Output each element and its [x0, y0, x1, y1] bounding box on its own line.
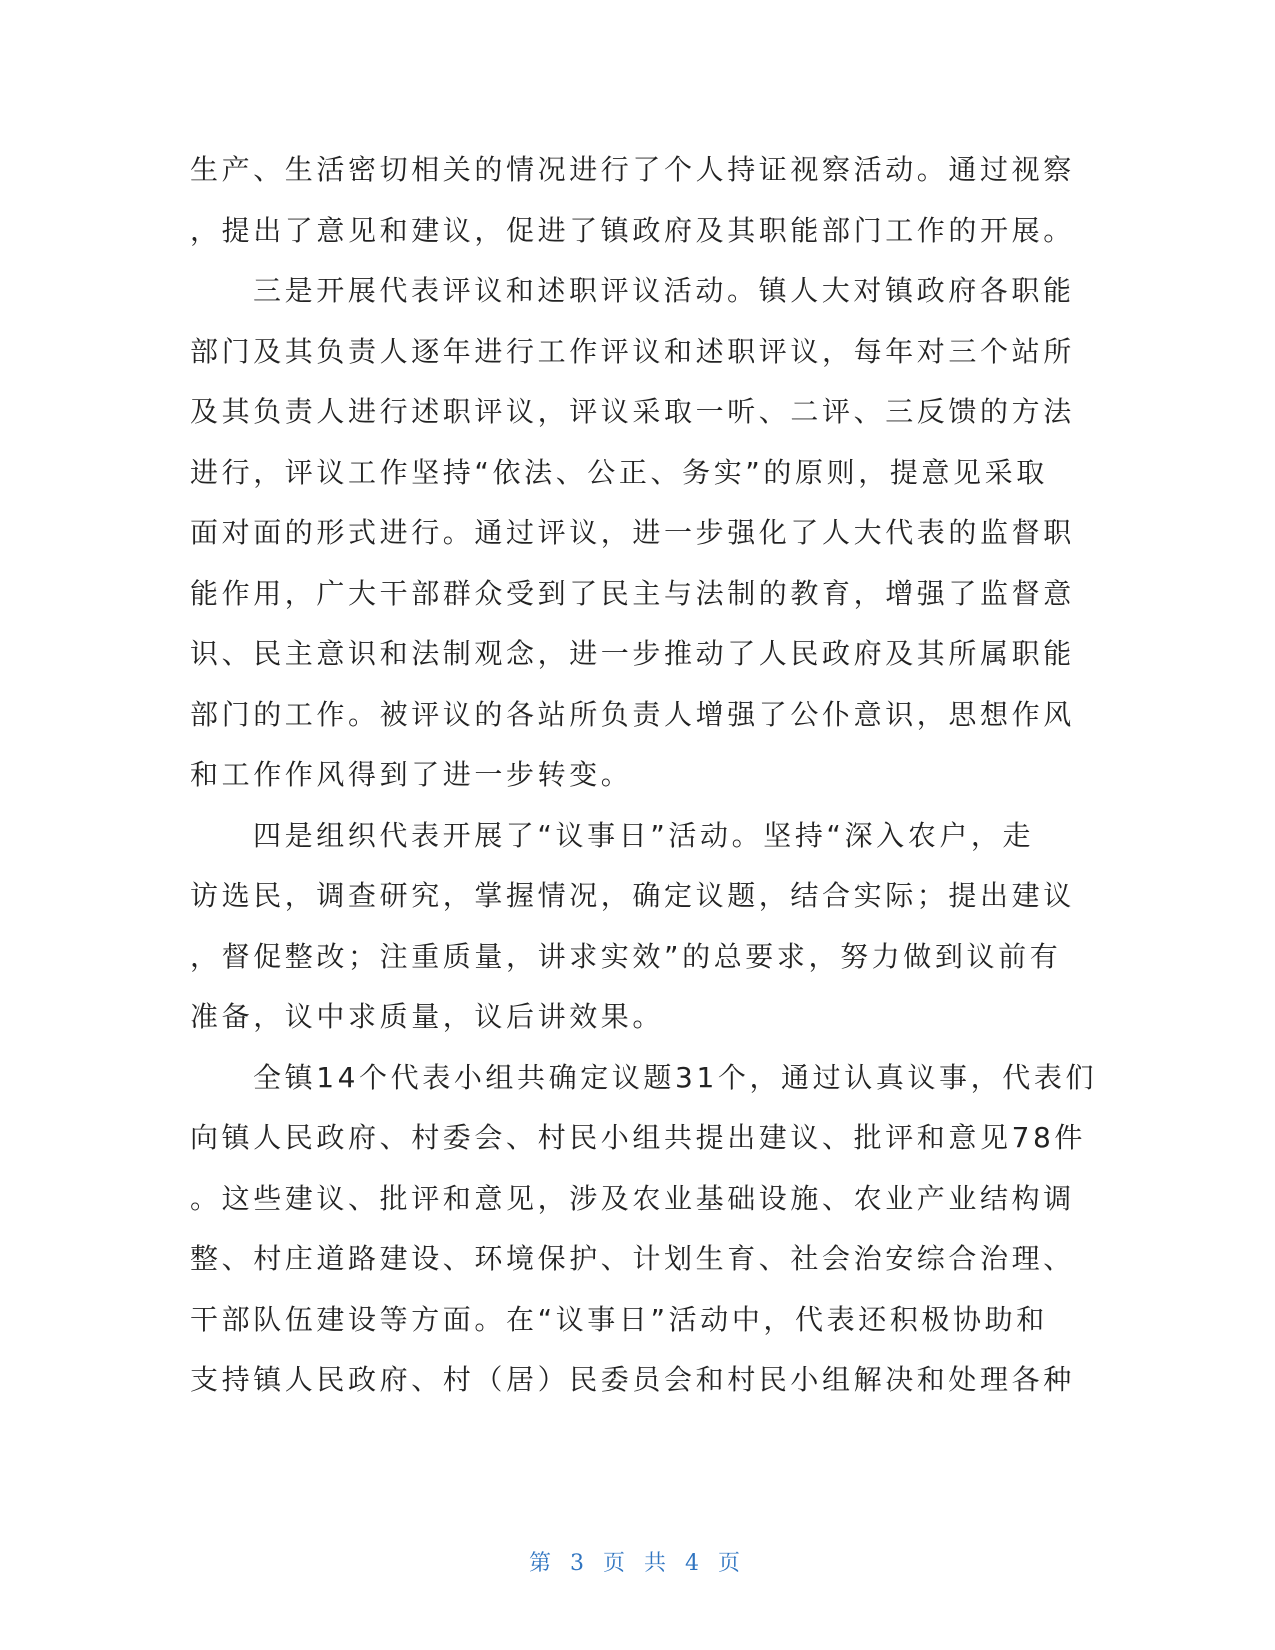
text-line: 四是组织代表开展了“议事日”活动。坚持“深入农户，走 — [253, 818, 1035, 852]
text-line: ，督促整改；注重质量，讲求实效”的总要求，努力做到议前有 — [190, 939, 1062, 973]
text-line: 整、村庄道路建设、环境保护、计划生育、社会治安综合治理、 — [190, 1242, 1075, 1275]
text-line: 向镇人民政府、村委会、村民小组共提出建议、批评和意见78件 — [190, 1121, 1087, 1154]
text-line: 进行，评议工作坚持“依法、公正、务实”的原则，提意见采取 — [190, 455, 1048, 489]
text-line: 部门的工作。被评议的各站所负责人增强了公仆意识，思想作风 — [190, 697, 1075, 731]
text-line: 及其负责人进行述职评议，评议采取一听、二评、三反馈的方法 — [190, 395, 1075, 428]
text-line: 和工作作风得到了进一步转变。 — [190, 758, 633, 791]
text-line: 。这些建议、批评和意见，涉及农业基础设施、农业产业结构调 — [190, 1181, 1075, 1215]
text-line: 准备，议中求质量，议后讲效果。 — [190, 1000, 665, 1033]
text-line: 访选民，调查研究，掌握情况，确定议题，结合实际；提出建议 — [190, 879, 1075, 912]
text-line: 三是开展代表评议和述职评议活动。镇人大对镇政府各职能 — [253, 274, 1075, 307]
text-line: 识、民主意识和法制观念，进一步推动了人民政府及其所属职能 — [190, 637, 1075, 670]
text-line: 部门及其负责人逐年进行工作评议和述职评议，每年对三个站所 — [190, 334, 1075, 368]
text-line: 全镇14个代表小组共确定议题31个，通过认真议事，代表们 — [253, 1060, 1098, 1094]
text-line: 能作用，广大干部群众受到了民主与法制的教育，增强了监督意 — [190, 576, 1075, 610]
text-line: 支持镇人民政府、村（居）民委员会和村民小组解决和处理各种 — [190, 1363, 1075, 1396]
document-body — [190, 140, 1098, 1411]
text-line: ，提出了意见和建议，促进了镇政府及其职能部门工作的开展。 — [190, 213, 1075, 247]
text-line: 生产、生活密切相关的情况进行了个人持证视察活动。通过视察 — [190, 153, 1075, 186]
text-line: 干部队伍建设等方面。在“议事日”活动中，代表还积极协助和 — [190, 1302, 1048, 1336]
text-line: 面对面的形式进行。通过评议，进一步强化了人大代表的监督职 — [190, 516, 1075, 549]
page-number-footer: 第 3 页 共 4 页 — [529, 1551, 746, 1576]
